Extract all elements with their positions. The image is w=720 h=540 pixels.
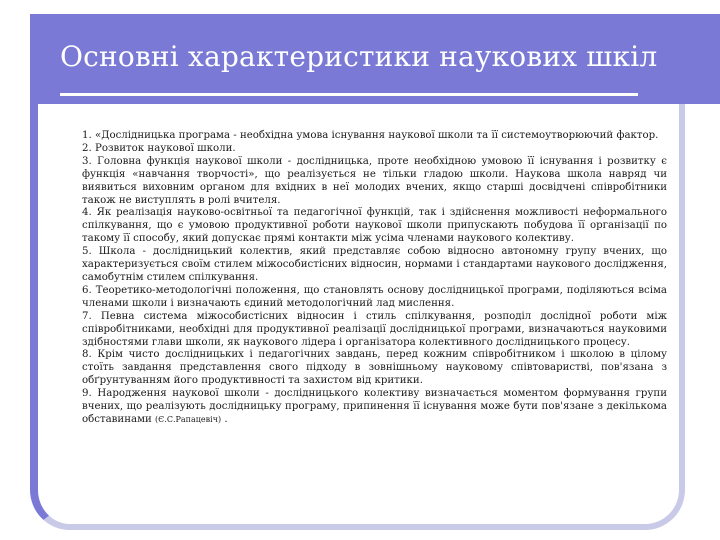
list-item-9-text: 9. Народження наукової школи - дослідницького колективу визначається моментом формування групи вчених, що реалізують дослідницьку програму, припинення її існування може бути пов'язане з декількома обставинами xyxy=(82,388,667,425)
list-item-1: 1. «Дослідницька програма - необхідна умова існування наукової школи та її системоутворюючий фактор. xyxy=(82,130,659,141)
list-item-6: 6. Теоретико-методологічні положення, що становлять основу дослідницької програми, поділяються всіма членами школи і визначають єдиний методологічний лад мислення. xyxy=(82,284,667,309)
title-underline xyxy=(60,93,638,96)
slide-title: Основні характеристики наукових шкіл xyxy=(60,40,658,73)
list-item-7: 7. Певна система міжособистісних відносин і стиль спілкування, розподіл дослідної роботи між співробітниками, необхідні для продуктивної реалізації дослідницької програми, визначаються науковими здібностями глави школи, як наукового лідера і організатора колективного дослідницького процесу. xyxy=(82,310,667,348)
list-item-2: 2. Розвиток наукової школи. xyxy=(82,142,236,154)
author-citation: (Є.С.Рапацевіч) xyxy=(155,414,222,424)
final-punctuation: . xyxy=(221,413,228,425)
slide-body xyxy=(82,130,667,427)
list-item-8: 8. Крім чисто дослідницьких і педагогічних завдань, перед кожним співробітником і школою в цілому стоїть завдання представлення свого підходу в зовнішньому науковому співтоваристві, пов'язана з обґрунтуванням його продуктивності та захистом від критики. xyxy=(82,349,667,387)
list-item-4: 4. Як реалізація науково-освітньої та педагогічної функцій, так і здійснення можливості неформального спілкування, що є умовою продуктивної роботи наукової школи припускають побудова її організації по такому її способу, який допускає прямі контакти між усіма членами наукового колективу. xyxy=(82,207,667,245)
left-bar xyxy=(0,0,30,540)
list-item-5: 5. Школа - дослідницький колектив, який представляє собою відносно автономну групу вчених, що характеризується своїм стилем міжособистісних відносин, нормами і стандартами наукового дослідження, самобутнім стилем спілкування. xyxy=(82,246,667,283)
list-item-3: 3. Головна функція наукової школи - дослідницька, проте необхідною умовою її існування і розвитку є функція «навчання творчості», що реалізується не тільки гладою школи. Наукова школа навряд чи виявиться виховним органом для вхідних в неї молодих вчених, якщо старші досвідчені співробітники також не виступлять в ролі вчителя. xyxy=(82,155,667,206)
list-item-9 xyxy=(82,388,667,427)
